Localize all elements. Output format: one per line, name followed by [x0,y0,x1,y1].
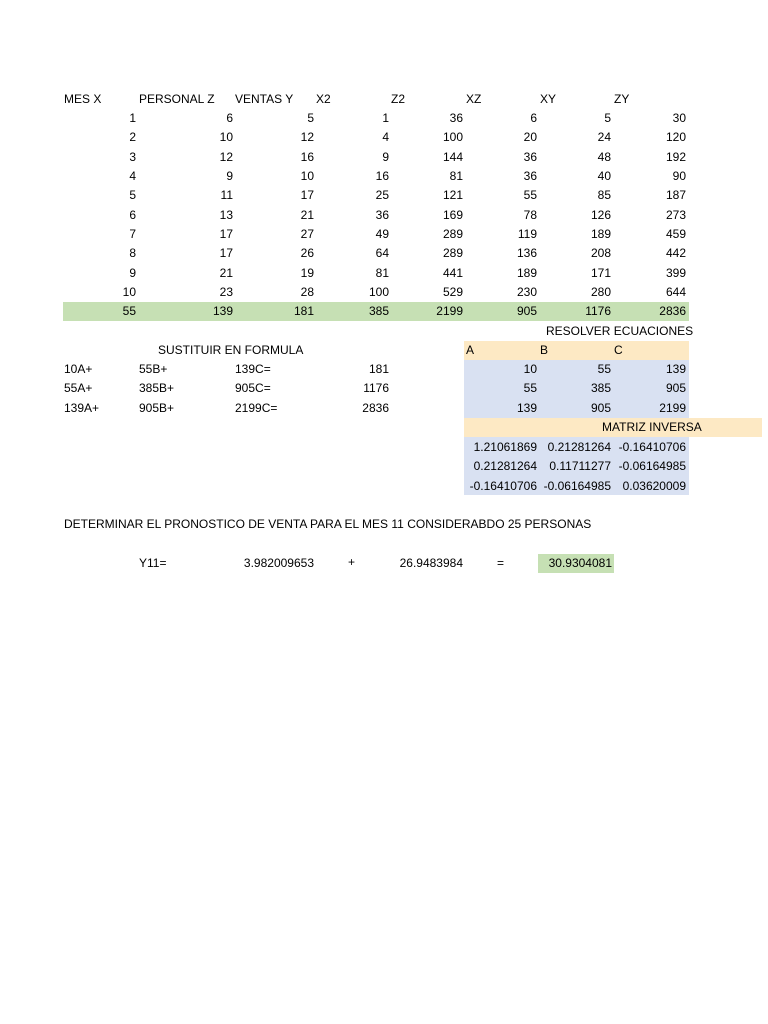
formula-term: 139C= [235,362,271,376]
inverse-cell: 0.21281264 [547,440,611,454]
col-header-ventas-y: VENTAS Y [235,92,294,106]
table-cell: 100 [368,285,389,299]
table-cell: 1 [382,111,389,125]
table-cell: 36 [449,111,463,125]
table-cell: 36 [375,208,389,222]
abc-header-b: B [540,343,549,357]
table-cell: 5 [129,188,136,202]
sustituir-formula-label: SUSTITUIR EN FORMULA [158,343,304,357]
table-cell: 12 [300,130,314,144]
totals-cell: 905 [516,304,537,318]
totals-cell: 2199 [436,304,463,318]
table-cell: 189 [590,227,611,241]
inverse-cell: -0.16410706 [618,440,686,454]
table-cell: 459 [665,227,686,241]
table-cell: 7 [129,227,136,241]
table-cell: 3 [129,150,136,164]
forecast-plus-sign: + [348,555,356,569]
abc-header-c: C [614,343,623,357]
table-cell: 6 [129,208,136,222]
totals-cell: 2836 [659,304,686,318]
totals-cell: 181 [293,304,314,318]
table-cell: 49 [375,227,389,241]
totals-cell: 139 [212,304,233,318]
table-cell: 121 [442,188,463,202]
matrix-cell: 2199 [659,401,686,415]
table-cell: 85 [597,188,611,202]
table-cell: 16 [300,150,314,164]
formula-result: 2836 [362,401,389,415]
matrix-cell: 905 [665,381,686,395]
table-cell: 21 [219,266,233,280]
table-cell: 40 [597,169,611,183]
formula-result: 181 [368,362,389,376]
table-cell: 36 [523,150,537,164]
table-cell: 442 [665,246,686,260]
table-cell: 30 [672,111,686,125]
table-cell: 90 [672,169,686,183]
table-cell: 55 [523,188,537,202]
table-cell: 10 [122,285,136,299]
formula-term: 905B+ [139,401,175,415]
table-cell: 9 [226,169,233,183]
table-cell: 6 [530,111,537,125]
col-header-xz: XZ [466,92,482,106]
table-cell: 17 [219,246,233,260]
matrix-cell: 55 [597,362,611,376]
forecast-label: Y11= [139,556,167,570]
table-cell: 36 [523,169,537,183]
table-cell: 441 [442,266,463,280]
col-header-personal-z: PERSONAL Z [139,92,215,106]
formula-term: 55B+ [139,362,168,376]
table-cell: 24 [597,130,611,144]
table-cell: 273 [665,208,686,222]
table-cell: 64 [375,246,389,260]
table-cell: 230 [516,285,537,299]
table-cell: 189 [516,266,537,280]
table-cell: 11 [220,188,233,202]
table-cell: 16 [375,169,389,183]
table-cell: 100 [442,130,463,144]
formula-result: 1176 [363,381,389,395]
abc-header-highlight [464,341,689,360]
table-cell: 4 [129,169,136,183]
table-cell: 280 [590,285,611,299]
table-cell: 17 [219,227,233,241]
table-cell: 644 [665,285,686,299]
forecast-term-2: 26.9483984 [399,556,463,570]
table-cell: 289 [442,227,463,241]
table-cell: 126 [590,208,611,222]
table-cell: 1 [129,111,136,125]
table-cell: 4 [382,130,389,144]
table-cell: 20 [523,130,537,144]
formula-term: 905C= [235,381,271,395]
inverse-cell: 0.03620009 [622,479,686,493]
table-cell: 28 [300,285,314,299]
table-cell: 208 [590,246,611,260]
table-cell: 289 [442,246,463,260]
forecast-term-1: 3.982009653 [243,556,314,570]
matrix-cell: 905 [590,401,611,415]
abc-header-a: A [466,343,475,357]
table-cell: 27 [300,227,314,241]
matriz-inversa-label: MATRIZ INVERSA [602,420,702,434]
col-header-z2: Z2 [391,92,406,106]
table-cell: 6 [226,111,233,125]
col-header-xy: XY [540,92,557,106]
matrix-cell: 139 [665,362,686,376]
table-cell: 136 [516,246,537,260]
forecast-equals-sign: = [497,556,505,570]
formula-term: 2199C= [235,401,278,415]
table-cell: 169 [442,208,463,222]
inverse-cell: -0.06164985 [618,459,686,473]
table-cell: 119 [517,227,537,241]
table-cell: 192 [665,150,686,164]
table-cell: 81 [375,266,389,280]
matrix-cell: 139 [516,401,537,415]
totals-cell: 1176 [585,304,611,318]
col-header-x2: X2 [316,92,331,106]
formula-term: 139A+ [64,401,100,415]
table-cell: 81 [449,169,463,183]
inverse-cell: 1.21061869 [473,440,537,454]
formula-term: 55A+ [64,381,93,395]
table-cell: 78 [523,208,537,222]
col-header-mes-x: MES X [64,92,102,106]
table-cell: 399 [665,266,686,280]
table-cell: 9 [382,150,389,164]
table-cell: 21 [300,208,314,222]
totals-cell: 55 [122,304,136,318]
table-cell: 17 [300,188,314,202]
table-cell: 12 [219,150,233,164]
table-cell: 26 [300,246,314,260]
table-cell: 10 [219,130,233,144]
table-cell: 8 [129,246,136,260]
matrix-cell: 55 [523,381,537,395]
inverse-cell: 0.11711277 [549,459,611,473]
forecast-result: 30.9304081 [548,556,612,570]
inverse-cell: 0.21281264 [473,459,537,473]
table-cell: 529 [442,285,463,299]
table-cell: 13 [219,208,233,222]
table-cell: 25 [375,188,389,202]
resolver-ecuaciones-label: RESOLVER ECUACIONES [546,324,694,338]
table-cell: 5 [604,111,611,125]
forecast-description: DETERMINAR EL PRONOSTICO DE VENTA PARA EL MES 11 CONSIDERABDO 25 PERSONAS [64,517,592,531]
table-cell: 5 [307,111,314,125]
table-cell: 2 [129,130,136,144]
matrix-cell: 10 [523,362,537,376]
totals-cell: 385 [368,304,389,318]
formula-term: 10A+ [64,362,93,376]
matrix-cell: 385 [590,381,611,395]
table-cell: 187 [665,188,686,202]
table-cell: 23 [219,285,233,299]
table-cell: 144 [442,150,463,164]
inverse-cell: -0.06164985 [543,479,611,493]
table-cell: 48 [597,150,611,164]
col-header-zy: ZY [614,92,630,106]
table-cell: 9 [129,266,136,280]
formula-term: 385B+ [139,381,175,395]
table-cell: 171 [590,266,611,280]
table-cell: 19 [300,266,314,280]
inverse-cell: -0.16410706 [469,479,537,493]
table-cell: 120 [665,130,686,144]
table-cell: 10 [300,169,314,183]
